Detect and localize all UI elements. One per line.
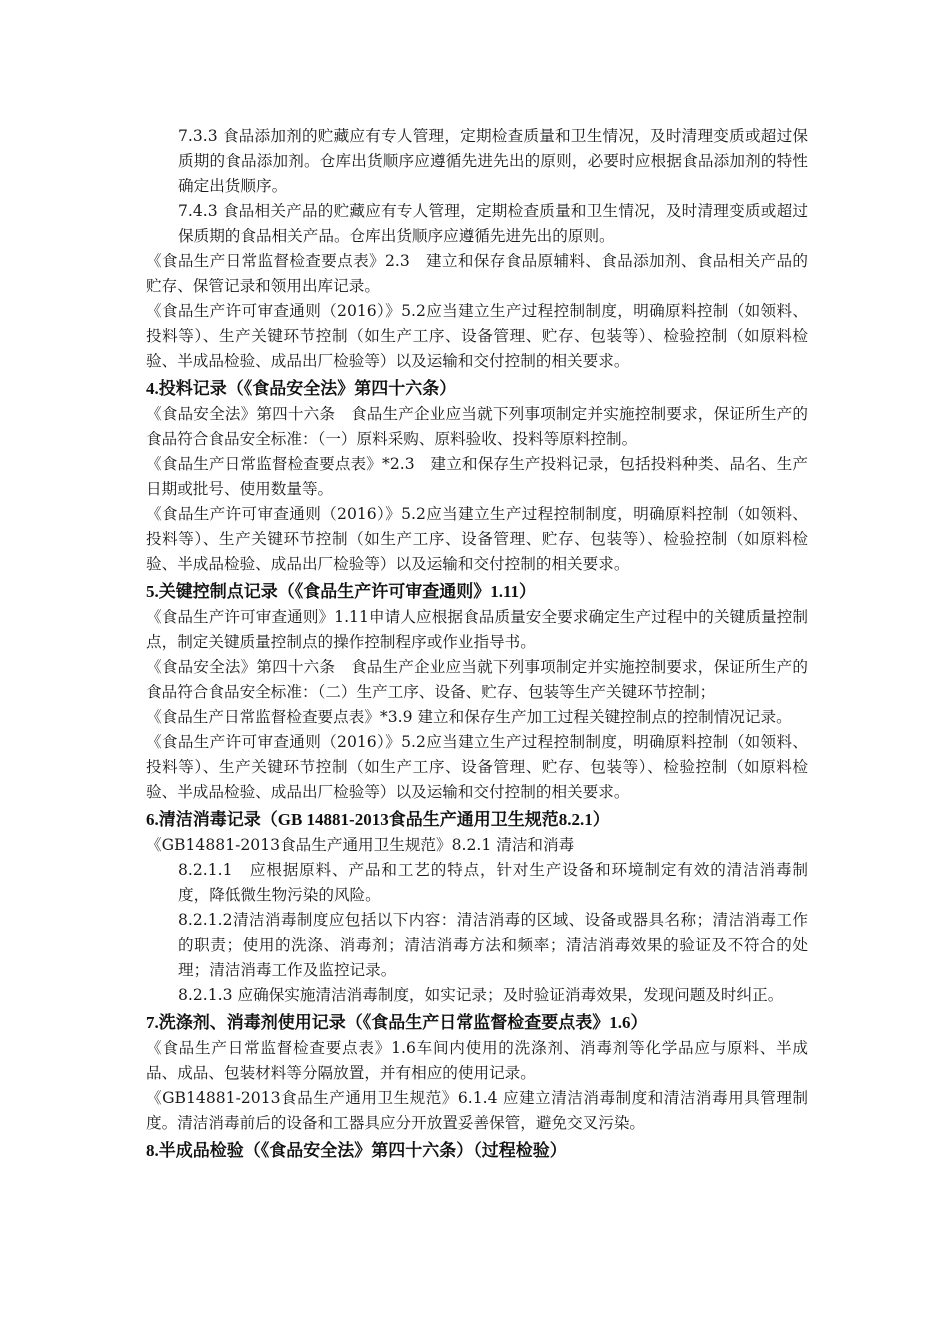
paragraph-checklist-2-3: 《食品生产日常监督检查要点表》2.3 建立和保存食品原辅料、食品添加剂、食品相关产品的贮存、保管记录和领用出库记录。 [146, 252, 808, 295]
paragraph-checklist-1-6: 《食品生产日常监督检查要点表》1.6车间内使用的洗涤剂、消毒剂等化学品应与原料、半成品、成品、包装材料等分隔放置，并有相应的使用记录。 [146, 1039, 808, 1082]
paragraph-7-3-3: 7.3.3 食品添加剂的贮藏应有专人管理，定期检查质量和卫生情况，及时清理变质或超过保质期的食品添加剂。仓库出货顺序应遵循先进先出的原则，必要时应根据食品添加剂的特性确定出货顺序。 [178, 127, 808, 195]
paragraph-checklist-star-3-9: 《食品生产日常监督检查要点表》*3.9 建立和保存生产加工过程关键控制点的控制情况记录。 [146, 708, 792, 726]
paragraph-food-safety-law-46: 《食品安全法》第四十六条 食品生产企业应当就下列事项制定并实施控制要求，保证所生产的食品符合食品安全标准：（二）生产工序、设备、贮存、包装等生产关键环节控制； [146, 658, 808, 701]
paragraph-8-2-1-1: 8.2.1.1 应根据原料、产品和工艺的特点，针对生产设备和环境制定有效的清洁消毒制度，降低微生物污染的风险。 [178, 861, 808, 904]
section-heading-6: 6.清洁消毒记录（GB 14881-2013食品生产通用卫生规范8.2.1） [146, 810, 610, 829]
paragraph-checklist-star-2-3: 《食品生产日常监督检查要点表》*2.3 建立和保存生产投料记录，包括投料种类、品名、生产日期或批号、使用数量等。 [146, 455, 808, 498]
paragraph-gb14881-6-1-4: 《GB14881-2013食品生产通用卫生规范》6.1.4 应建立清洁消毒制度和清洁消毒用具管理制度。清洁消毒前后的设备和工器具应分开放置妥善保管，避免交叉污染。 [146, 1089, 808, 1132]
document-page [146, 124, 808, 1164]
paragraph-8-2-1-2: 8.2.1.2清洁消毒制度应包括以下内容：清洁消毒的区域、设备或器具名称；清洁消毒工作的职责；使用的洗涤、消毒剂；清洁消毒方法和频率；清洁消毒效果的验证及不符合的处理；清洁消毒工作及监控记录。 [178, 911, 808, 979]
paragraph-7-4-3: 7.4.3 食品相关产品的贮藏应有专人管理，定期检查质量和卫生情况，及时清理变质或超过保质期的食品相关产品。仓库出货顺序应遵循先进先出的原则。 [178, 202, 808, 245]
paragraph-license-rules-5-2: 《食品生产许可审查通则（2016）》5.2应当建立生产过程控制制度，明确原料控制（如领料、投料等）、生产关键环节控制（如生产工序、设备管理、贮存、包装等）、检验控制（如原料检验、半成品检验、成品出厂检验等）以及运输和交付控制的相关要求。 [146, 733, 808, 801]
section-heading-7: 7.洗涤剂、消毒剂使用记录（《食品生产日常监督检查要点表》1.6） [146, 1013, 648, 1032]
paragraph-gb14881-8-2-1: 《GB14881-2013食品生产通用卫生规范》8.2.1 清洁和消毒 [146, 836, 575, 854]
paragraph-license-rules-5-2: 《食品生产许可审查通则（2016）》5.2应当建立生产过程控制制度，明确原料控制（如领料、投料等）、生产关键环节控制（如生产工序、设备管理、贮存、包装等）、检验控制（如原料检验、半成品检验、成品出厂检验等）以及运输和交付控制的相关要求。 [146, 505, 808, 573]
section-heading-8: 8.半成品检验（《食品安全法》第四十六条）（过程检验） [146, 1141, 567, 1160]
section-heading-5: 5.关键控制点记录（《食品生产许可审查通则》1.11） [146, 582, 537, 601]
paragraph-license-rules-5-2: 《食品生产许可审查通则（2016）》5.2应当建立生产过程控制制度，明确原料控制（如领料、投料等）、生产关键环节控制（如生产工序、设备管理、贮存、包装等）、检验控制（如原料检验、半成品检验、成品出厂检验等）以及运输和交付控制的相关要求。 [146, 302, 808, 370]
paragraph-8-2-1-3: 8.2.1.3 应确保实施清洁消毒制度，如实记录；及时验证消毒效果，发现问题及时纠正。 [178, 986, 784, 1004]
paragraph-license-rules-1-11: 《食品生产许可审查通则》1.11申请人应根据食品质量安全要求确定生产过程中的关键质量控制点，制定关键质量控制点的操作控制程序或作业指导书。 [146, 608, 808, 651]
section-heading-4: 4.投料记录（《食品安全法》第四十六条） [146, 379, 457, 398]
paragraph-food-safety-law-46: 《食品安全法》第四十六条 食品生产企业应当就下列事项制定并实施控制要求，保证所生产的食品符合食品安全标准：（一）原料采购、原料验收、投料等原料控制。 [146, 405, 808, 448]
